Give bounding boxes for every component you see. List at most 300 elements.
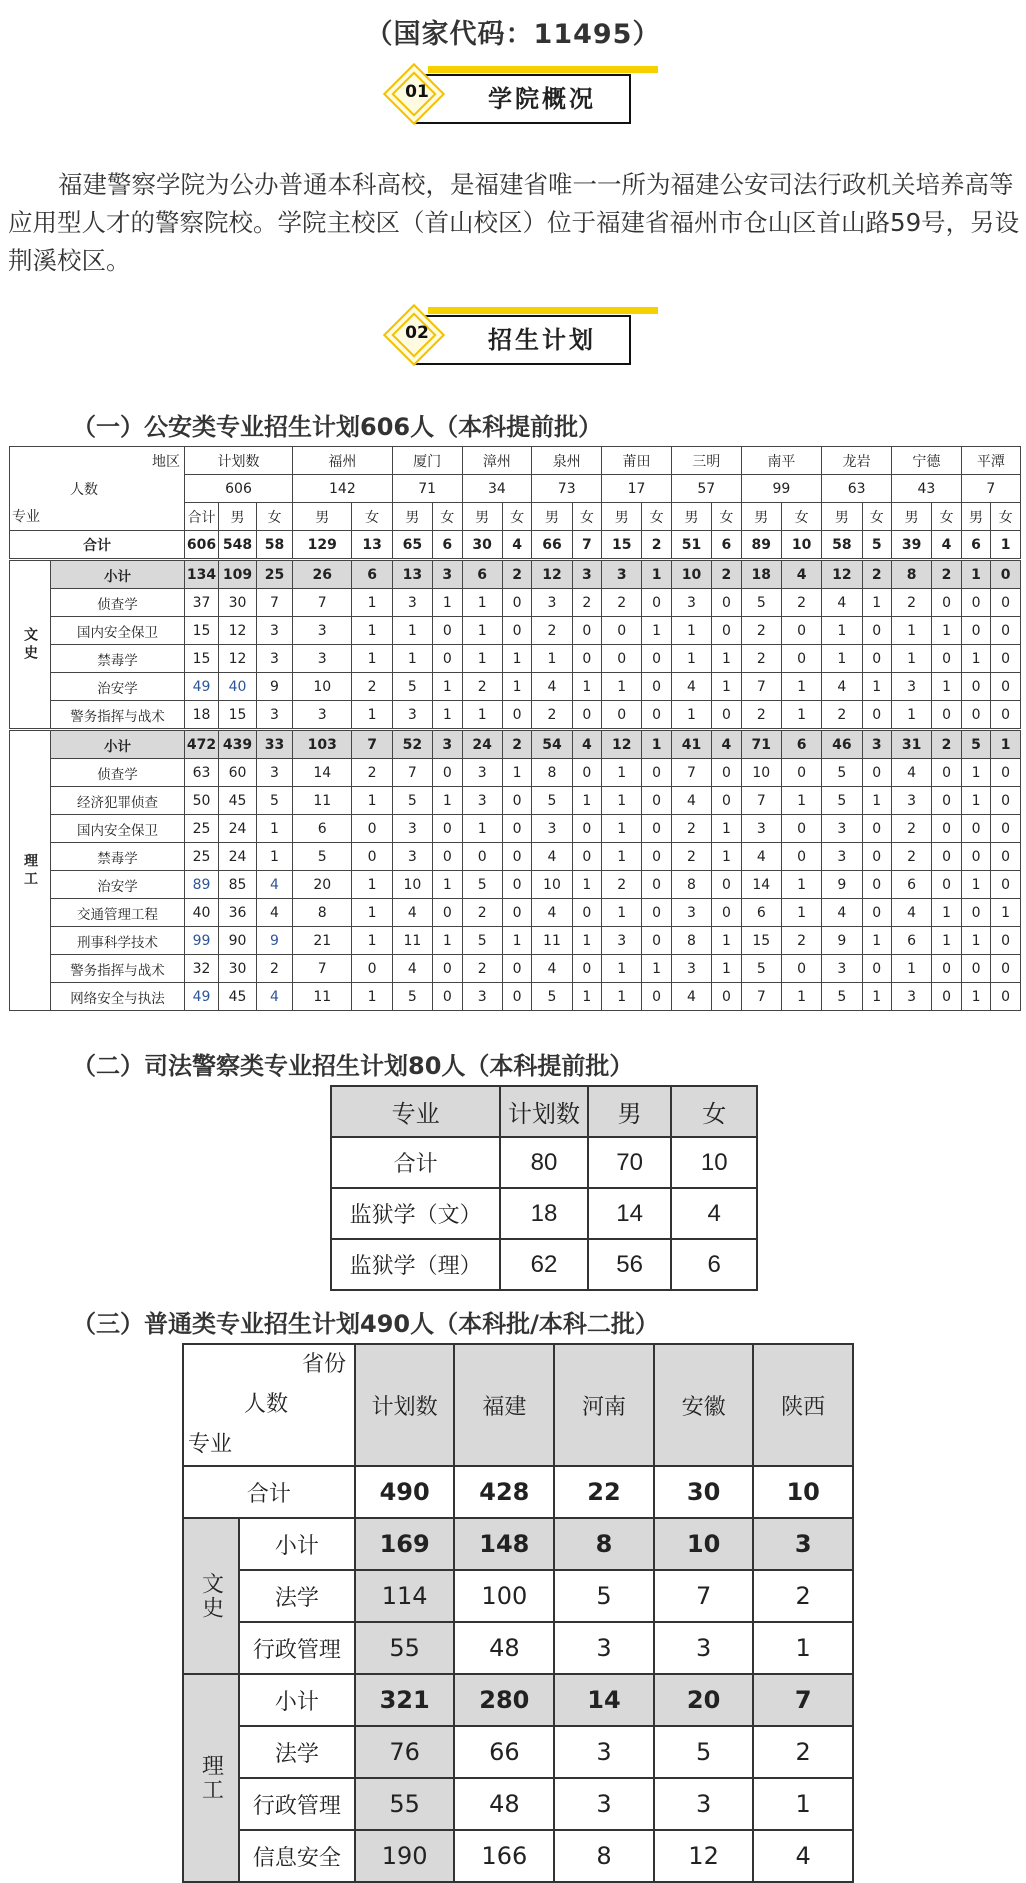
table-cell: 1 [671,701,711,730]
table-cell: 1 [991,899,1021,927]
header-row [10,447,1021,475]
table-cell: 2 [642,531,672,560]
section-header-overview [388,62,658,132]
table-cell: 1 [572,787,602,815]
table-cell: 89 [185,871,219,899]
table-cell: 6 [462,560,502,589]
table-cell: 1 [961,560,991,589]
city-total: 99 [741,475,822,503]
header-major: 专业 [10,503,185,531]
table-cell: 0 [991,843,1021,871]
table-cell: 30 [654,1466,754,1518]
table-cell: 1 [892,701,932,730]
table-cell: 10 [753,1466,853,1518]
table-cell: 0 [862,843,892,871]
table-cell: 1 [572,983,602,1011]
table-cell: 33 [257,730,293,759]
table-row [10,927,1021,955]
subtotal-row [183,1674,853,1726]
table-cell: 8 [892,560,932,589]
table-cell: 0 [932,983,962,1011]
table-cell: 15 [602,531,642,560]
table-cell: 4 [532,955,572,983]
table-cell: 13 [352,531,392,560]
table-cell: 90 [219,927,257,955]
table-cell: 71 [741,730,781,759]
table-cell: 0 [572,759,602,787]
table-row [10,589,1021,617]
table-cell: 1 [352,701,392,730]
table-cell: 36 [219,899,257,927]
table-cell: 8 [671,871,711,899]
table-cell: 1 [642,955,672,983]
table-cell: 4 [741,843,781,871]
table-cell: 0 [712,617,742,645]
table-cell: 2 [753,1726,853,1778]
header-cell: 男 [588,1086,672,1137]
table-cell: 0 [433,759,463,787]
table-cell: 18 [741,560,781,589]
table-cell: 2 [602,589,642,617]
table-cell: 1 [352,899,392,927]
table-cell: 2 [462,955,502,983]
table-cell: 2 [932,560,962,589]
table-cell: 1 [862,983,892,1011]
table-cell: 0 [712,899,742,927]
table-cell: 1 [712,843,742,871]
table-cell: 0 [932,815,962,843]
table-cell: 1 [862,673,892,701]
table-cell: 3 [433,560,463,589]
table-cell: 21 [293,927,352,955]
table-cell: 0 [602,645,642,673]
header-male: 男 [532,503,572,531]
table-cell: 1 [462,617,502,645]
row-label: 国内安全保卫 [51,815,185,843]
table-cell: 109 [219,560,257,589]
table-row [10,815,1021,843]
table-cell: 548 [219,531,257,560]
table-cell: 5 [822,759,862,787]
table-cell: 0 [991,701,1021,730]
header-female: 女 [572,503,602,531]
city-total: 63 [822,475,892,503]
table-row [331,1188,757,1239]
table-cell: 8 [554,1830,654,1882]
table-cell: 0 [961,701,991,730]
header-cell: 计划数 [500,1086,588,1137]
table-cell: 0 [433,815,463,843]
row-label: 禁毒学 [51,843,185,871]
table-cell: 12 [219,617,257,645]
table-cell: 0 [961,617,991,645]
city-total: 43 [892,475,962,503]
header-city: 漳州 [462,447,532,475]
table-cell: 4 [671,983,711,1011]
table-cell: 2 [502,560,532,589]
table-cell: 4 [257,983,293,1011]
header-male: 男 [602,503,642,531]
header-male: 男 [462,503,502,531]
table-cell: 2 [781,927,821,955]
table-cell: 0 [862,955,892,983]
table-cell: 2 [892,815,932,843]
table-row [10,955,1021,983]
table-cell: 3 [602,560,642,589]
table-cell: 0 [502,955,532,983]
table-cell: 66 [454,1726,554,1778]
table-cell: 30 [462,531,502,560]
table-cell: 1 [991,730,1021,759]
row-label: 交通管理工程 [51,899,185,927]
table-cell: 41 [671,730,711,759]
table-cell: 4 [257,899,293,927]
table-cell: 1 [502,645,532,673]
table-cell: 3 [572,560,602,589]
table-cell: 24 [462,730,502,759]
table-cell: 166 [454,1830,554,1882]
table-cell: 1 [932,927,962,955]
table-cell: 8 [671,927,711,955]
table-cell: 0 [991,645,1021,673]
table-cell: 15 [741,927,781,955]
table-cell: 2 [781,589,821,617]
accent-bar [428,66,658,73]
table-cell: 3 [741,815,781,843]
header-total: 合计 [185,503,219,531]
table-cell: 14 [293,759,352,787]
table-cell: 4 [781,560,821,589]
table-cell: 472 [185,730,219,759]
table-cell: 20 [293,871,352,899]
table-cell: 7 [654,1570,754,1622]
table-cell: 1 [392,617,432,645]
table-cell: 60 [219,759,257,787]
table-cell: 114 [355,1570,455,1622]
row-label: 侦查学 [51,759,185,787]
table-cell: 439 [219,730,257,759]
table-cell: 0 [712,983,742,1011]
table-cell: 0 [433,645,463,673]
table-cell: 3 [822,955,862,983]
header-female: 女 [257,503,293,531]
accent-bar [428,307,658,314]
table-cell: 2 [532,617,572,645]
table-cell: 0 [862,701,892,730]
table-cell: 5 [532,787,572,815]
row-label: 警务指挥与战术 [51,701,185,730]
national-code: （国家代码：11495） [365,19,661,50]
header-city: 莆田 [602,447,672,475]
table-cell: 0 [572,645,602,673]
row-label: 小计 [51,730,185,759]
header-city: 福州 [293,447,393,475]
table-cell: 1 [433,589,463,617]
table-cell: 1 [961,871,991,899]
table-cell: 1 [257,843,293,871]
table-cell: 11 [532,927,572,955]
table-cell: 7 [572,531,602,560]
table-cell: 0 [991,815,1021,843]
table-cell: 11 [293,983,352,1011]
table-cell: 0 [781,955,821,983]
table-cell: 1 [352,617,392,645]
table-cell: 6 [741,899,781,927]
row-label: 行政管理 [239,1622,355,1674]
table-cell: 1 [712,645,742,673]
header-province: 省份 [302,1352,347,1377]
table-cell: 7 [741,673,781,701]
table-cell: 0 [502,815,532,843]
table-cell: 3 [433,730,463,759]
group-label: 理工 [183,1674,239,1882]
table-cell: 5 [392,983,432,1011]
table-cell: 2 [862,560,892,589]
table-cell: 0 [991,673,1021,701]
table-cell: 24 [219,815,257,843]
table-cell: 1 [572,673,602,701]
table-cell: 2 [532,701,572,730]
table-cell: 1 [671,645,711,673]
table-cell: 3 [293,645,352,673]
table-cell: 4 [822,589,862,617]
table-cell: 15 [185,617,219,645]
table-cell: 5 [862,531,892,560]
table-cell: 0 [572,815,602,843]
table-cell: 0 [862,617,892,645]
table-cell: 1 [822,645,862,673]
table-cell: 10 [671,1137,757,1188]
table-cell: 4 [932,531,962,560]
table-cell: 1 [433,673,463,701]
table-cell: 1 [257,815,293,843]
table-cell: 4 [753,1830,853,1882]
table-cell: 0 [502,787,532,815]
table-cell: 18 [500,1188,588,1239]
table-cell: 40 [185,899,219,927]
table-cell: 9 [257,927,293,955]
table-cell: 1 [433,787,463,815]
table-cell: 428 [454,1466,554,1518]
header-region: 地区 [10,447,185,475]
table-cell: 7 [293,955,352,983]
table-cell: 4 [671,1188,757,1239]
table-cell: 31 [892,730,932,759]
table-cell: 0 [932,955,962,983]
table-cell: 7 [741,983,781,1011]
table-cell: 1 [822,617,862,645]
table-cell: 40 [219,673,257,701]
city-total: 142 [293,475,393,503]
plan1-title: （一）公安类专业招生计划606人（本科提前批） [72,413,603,441]
row-label: 禁毒学 [51,645,185,673]
table-cell: 0 [352,815,392,843]
table-cell: 0 [991,560,1021,589]
table-cell: 0 [932,589,962,617]
table-cell: 0 [502,871,532,899]
table-cell: 12 [602,730,642,759]
table-cell: 1 [712,673,742,701]
table-cell: 62 [500,1239,588,1290]
table-cell: 148 [454,1518,554,1570]
table-cell: 49 [185,673,219,701]
table-cell: 2 [257,955,293,983]
table-cell: 0 [862,759,892,787]
table-cell: 48 [454,1778,554,1830]
judicial-plan-table [330,1085,758,1291]
header-city: 平潭 [961,447,1020,475]
table-cell: 14 [554,1674,654,1726]
table-cell: 2 [932,730,962,759]
table-cell: 1 [961,787,991,815]
row-label: 小计 [239,1674,355,1726]
table-cell: 0 [991,927,1021,955]
table-cell: 3 [654,1622,754,1674]
table-cell: 0 [991,589,1021,617]
table-row [10,759,1021,787]
table-cell: 11 [293,787,352,815]
table-cell: 0 [462,843,502,871]
table-cell: 0 [502,899,532,927]
table-cell: 7 [293,589,352,617]
table-cell: 25 [257,560,293,589]
table-cell: 3 [671,955,711,983]
table-cell: 7 [741,787,781,815]
table-cell: 76 [355,1726,455,1778]
table-cell: 0 [572,955,602,983]
table-cell: 490 [355,1466,455,1518]
table-cell: 0 [781,759,821,787]
table-cell: 0 [712,701,742,730]
table-cell: 58 [822,531,862,560]
table-cell: 10 [654,1518,754,1570]
table-cell: 5 [462,927,502,955]
table-cell: 1 [352,645,392,673]
table-cell: 12 [219,645,257,673]
table-cell: 5 [392,673,432,701]
table-cell: 0 [642,787,672,815]
table-cell: 5 [554,1570,654,1622]
row-label: 合计 [183,1466,355,1518]
table-cell: 32 [185,955,219,983]
subtotal-row [10,560,1021,589]
table-cell: 5 [532,983,572,1011]
table-cell: 15 [219,701,257,730]
header-row [331,1086,757,1137]
table-row [10,701,1021,730]
table-cell: 0 [862,899,892,927]
table-cell: 0 [961,899,991,927]
table-cell: 0 [433,983,463,1011]
table-cell: 3 [257,759,293,787]
header-male: 男 [961,503,991,531]
table-cell: 2 [671,815,711,843]
table-cell: 1 [892,645,932,673]
table-cell: 1 [462,815,502,843]
table-cell: 1 [352,589,392,617]
table-cell: 18 [185,701,219,730]
table-cell: 0 [642,899,672,927]
table-cell: 0 [572,899,602,927]
table-row [10,871,1021,899]
table-row [10,673,1021,701]
table-cell: 10 [781,531,821,560]
table-cell: 1 [712,815,742,843]
table-cell: 1 [753,1622,853,1674]
header-male: 男 [822,503,862,531]
table-cell: 58 [257,531,293,560]
row-label: 网络安全与执法 [51,983,185,1011]
total-row [10,531,1021,560]
table-cell: 1 [991,531,1021,560]
table-cell: 0 [932,843,962,871]
table-cell: 3 [392,589,432,617]
table-cell: 2 [712,560,742,589]
table-cell: 1 [961,927,991,955]
row-label: 警务指挥与战术 [51,955,185,983]
header-city: 宁德 [892,447,962,475]
table-cell: 0 [502,617,532,645]
table-cell: 0 [781,617,821,645]
table-cell: 4 [712,730,742,759]
header-cell: 河南 [554,1344,654,1466]
row-label: 法学 [239,1726,355,1778]
table-cell: 5 [741,589,781,617]
table-cell: 1 [781,871,821,899]
table-cell: 0 [642,871,672,899]
table-row [183,1778,853,1830]
header-male: 男 [892,503,932,531]
table-cell: 0 [433,955,463,983]
header-city: 三明 [671,447,741,475]
table-cell: 0 [642,983,672,1011]
table-cell: 0 [862,871,892,899]
table-cell: 9 [257,673,293,701]
table-cell: 3 [554,1726,654,1778]
section-title: 招生计划 [413,315,631,365]
table-cell: 3 [892,787,932,815]
table-cell: 0 [433,843,463,871]
city-total: 17 [602,475,672,503]
table-cell: 85 [219,871,257,899]
table-row [10,843,1021,871]
header-male: 男 [293,503,352,531]
table-cell: 3 [462,759,502,787]
table-cell: 4 [532,673,572,701]
table-cell: 0 [781,645,821,673]
table-cell: 46 [822,730,862,759]
table-cell: 0 [932,787,962,815]
header-city: 厦门 [392,447,462,475]
header-female: 女 [932,503,962,531]
table-cell: 190 [355,1830,455,1882]
table-cell: 1 [781,787,821,815]
table-cell: 0 [991,759,1021,787]
section-number: 01 [405,82,429,102]
table-cell: 4 [671,673,711,701]
total-row [183,1466,853,1518]
table-cell: 6 [352,560,392,589]
table-cell: 3 [532,589,572,617]
intro-paragraph: 福建警察学院为公办普通本科高校，是福建省唯一一所为福建公安司法行政机关培养高等应用型人才的警察院校。学院主校区（首山校区）位于福建省福州市仓山区首山路59号，另设荆溪校区。 [8,170,1020,275]
table-row [331,1239,757,1290]
table-cell: 6 [892,871,932,899]
table-cell: 63 [185,759,219,787]
table-cell: 2 [671,843,711,871]
table-cell: 0 [502,983,532,1011]
table-cell: 0 [991,871,1021,899]
table-cell: 0 [642,815,672,843]
